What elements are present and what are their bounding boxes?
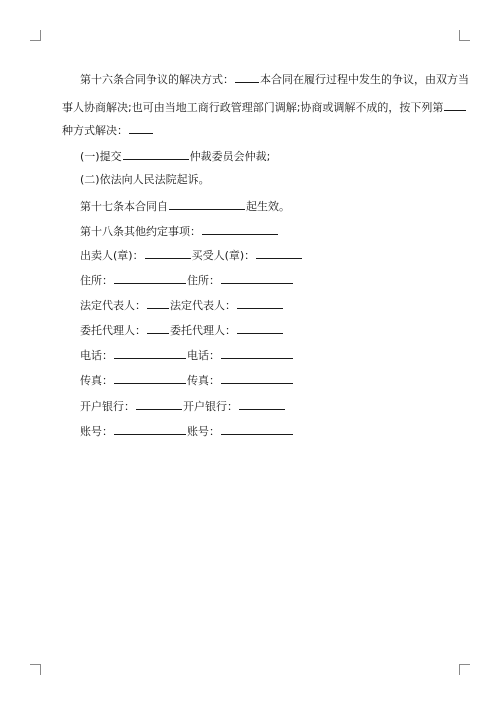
option-1-text-b: 仲裁委员会仲裁; <box>189 150 271 163</box>
legal-rep-label: 法定代表人： <box>80 299 146 312</box>
signature-row <box>80 347 294 363</box>
signature-row <box>80 398 286 414</box>
option-2-text: (二)依法向人民法院起诉。 <box>80 173 210 186</box>
crop-mark-bottom-right <box>459 664 470 675</box>
article-16-text-a: 第十六条合同争议的解决方式： <box>80 73 234 86</box>
blank-field[interactable] <box>221 272 293 284</box>
blank-field[interactable] <box>123 148 189 160</box>
blank-field[interactable] <box>169 198 245 210</box>
article-16-text-c: 事人协商解决;也可由当地工商行政管理部门调解;协商或调解不成的，按下列第 <box>62 101 444 114</box>
crop-mark-bottom-left <box>30 664 41 675</box>
article-16-text-d: 种方式解决： <box>62 124 128 137</box>
article-16-line-2 <box>62 99 467 115</box>
bank-label: 开户银行： <box>183 400 238 413</box>
blank-field[interactable] <box>114 423 186 435</box>
blank-field[interactable] <box>114 272 186 284</box>
blank-field[interactable] <box>147 322 169 334</box>
signature-row <box>80 272 294 288</box>
phone-label: 电话： <box>187 349 220 362</box>
signature-row <box>80 297 284 313</box>
blank-field[interactable] <box>221 347 293 359</box>
blank-field[interactable] <box>239 398 285 410</box>
blank-field[interactable] <box>136 398 182 410</box>
agent-label: 委托代理人： <box>80 324 146 337</box>
blank-field[interactable] <box>147 297 169 309</box>
fax-label: 传真： <box>80 374 113 387</box>
article-18 <box>80 223 279 239</box>
article-16-line-3 <box>62 122 154 138</box>
blank-field[interactable] <box>221 423 293 435</box>
blank-field[interactable] <box>114 347 186 359</box>
blank-field[interactable] <box>145 247 191 259</box>
article-16-line-1 <box>80 71 469 87</box>
address-label: 住所： <box>80 274 113 287</box>
fax-label: 传真： <box>187 374 220 387</box>
blank-field[interactable] <box>235 71 259 83</box>
bank-label: 开户银行： <box>80 400 135 413</box>
blank-field[interactable] <box>202 223 278 235</box>
crop-mark-top-right <box>459 30 470 41</box>
signature-row <box>80 322 284 338</box>
option-arbitration <box>80 148 270 164</box>
account-label: 账号： <box>187 425 220 438</box>
phone-label: 电话： <box>80 349 113 362</box>
legal-rep-label: 法定代表人： <box>170 299 236 312</box>
article-16-text-b: 本合同在履行过程中发生的争议，由双方当 <box>260 73 469 86</box>
signature-row <box>80 247 303 263</box>
blank-field[interactable] <box>237 297 283 309</box>
signature-row <box>80 372 294 388</box>
article-17-text-a: 第十七条本合同自 <box>80 200 168 213</box>
article-17-text-b: 起生效。 <box>246 200 290 213</box>
blank-field[interactable] <box>237 322 283 334</box>
blank-field[interactable] <box>114 372 186 384</box>
article-18-text: 第十八条其他约定事项： <box>80 225 201 238</box>
account-label: 账号： <box>80 425 113 438</box>
blank-field[interactable] <box>129 122 153 134</box>
option-1-text-a: (一)提交 <box>80 150 122 163</box>
agent-label: 委托代理人： <box>170 324 236 337</box>
blank-field[interactable] <box>444 99 466 111</box>
option-litigation <box>80 173 210 187</box>
seller-seal-label: 出卖人(章)： <box>80 249 144 262</box>
blank-field[interactable] <box>221 372 293 384</box>
buyer-seal-label: 买受人(章)： <box>191 249 256 262</box>
address-label: 住所： <box>187 274 220 287</box>
article-17 <box>80 198 290 214</box>
signature-row <box>80 423 294 439</box>
crop-mark-top-left <box>30 30 41 41</box>
blank-field[interactable] <box>256 247 302 259</box>
